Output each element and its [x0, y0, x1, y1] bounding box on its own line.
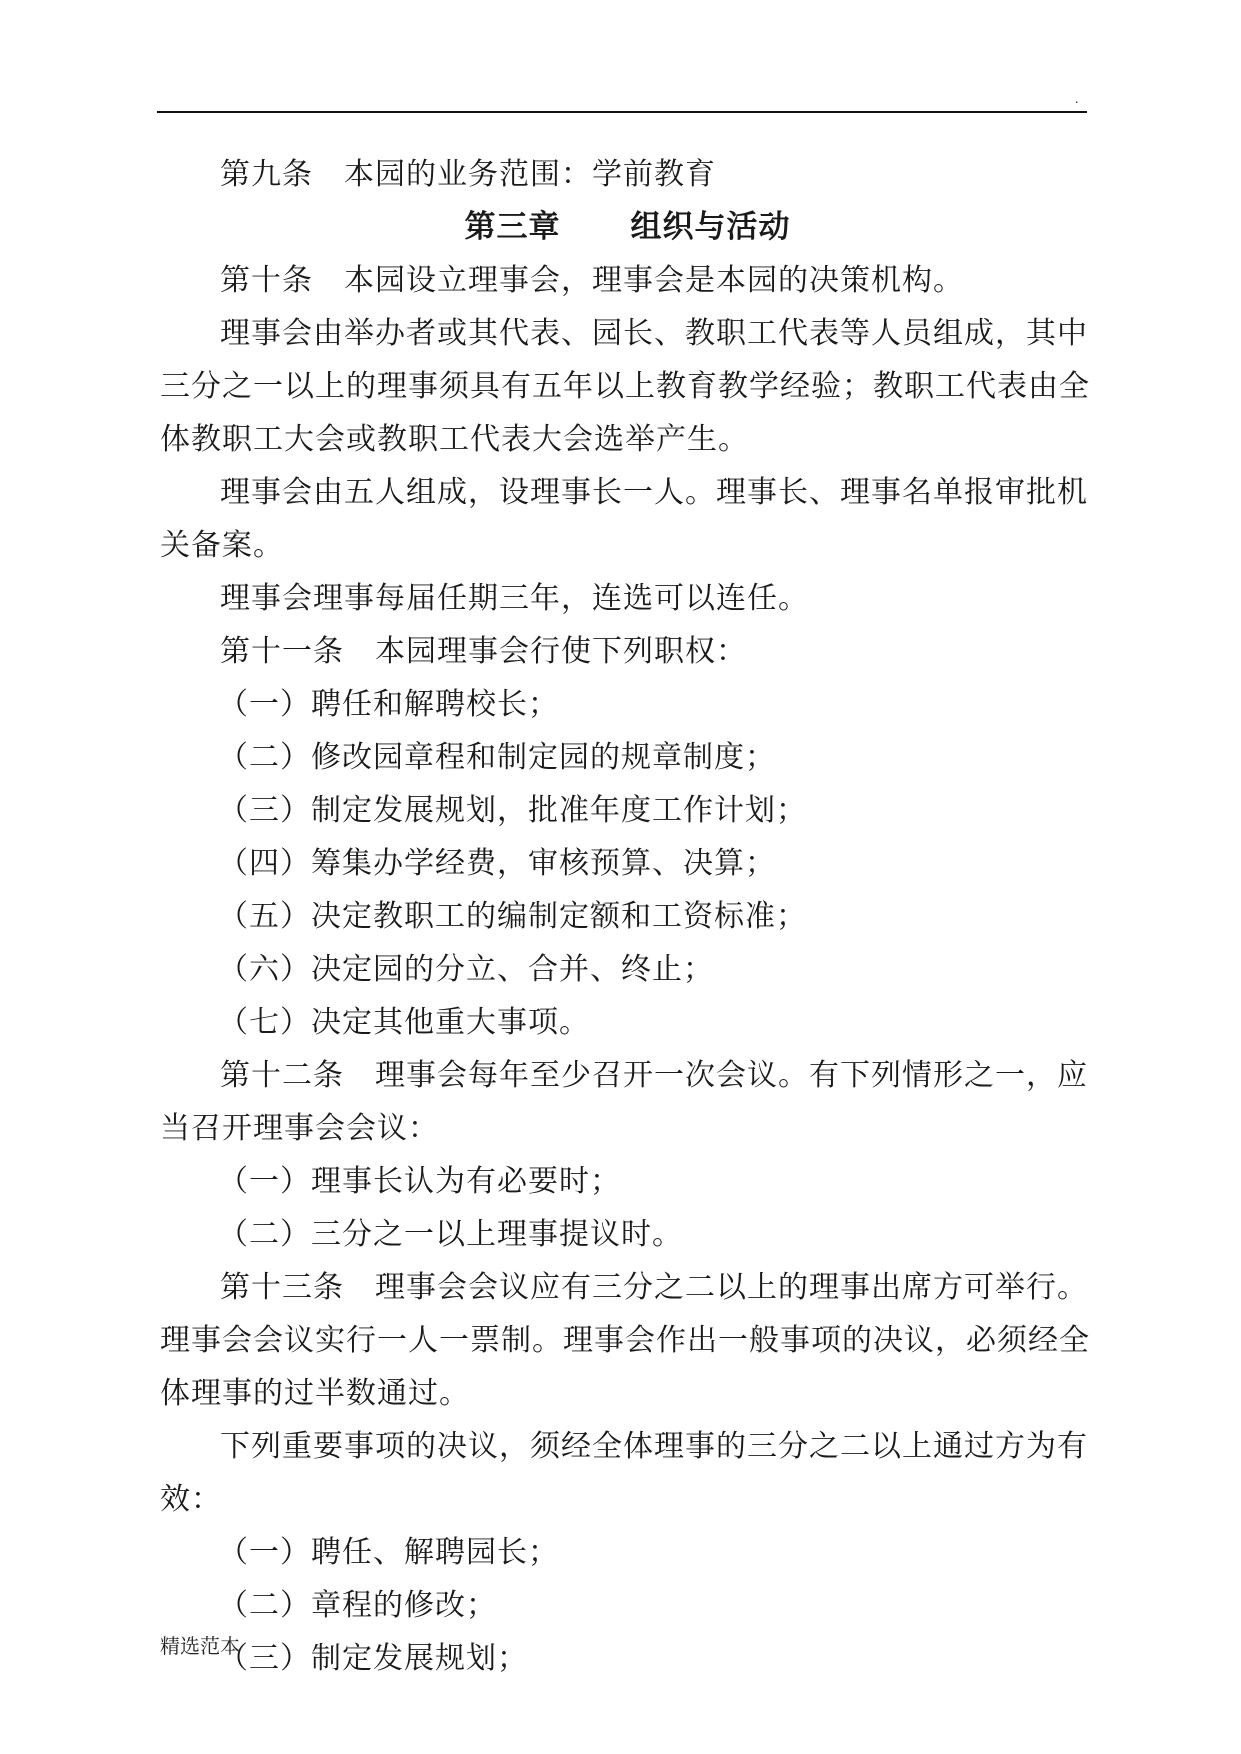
list-item: （七）决定其他重大事项。	[218, 1005, 590, 1040]
header-mark: .	[1075, 92, 1079, 107]
list-item: （一）聘任和解聘校长；	[218, 687, 559, 722]
list-item: （二）修改园章程和制定园的规章制度；	[218, 740, 776, 775]
list-item: （三）制定发展规划；	[218, 1641, 528, 1676]
list-item: （二）章程的修改；	[218, 1588, 497, 1623]
article-10: 第十条 本园设立理事会，理事会是本园的决策机构。	[220, 263, 964, 298]
footer-text: 精选范本	[160, 1634, 240, 1658]
paragraph-important-matters: 下列重要事项的决议，须经全体理事的三分之二以上通过方为有效：	[160, 1429, 1088, 1517]
article-12: 第十二条 理事会每年至少召开一次会议。有下列情形之一，应当召开理事会会议：	[160, 1058, 1088, 1146]
list-item: （二）三分之一以上理事提议时。	[218, 1217, 683, 1252]
document-body	[160, 148, 1095, 1685]
list-item: （四）筹集办学经费，审核预算、决算；	[218, 846, 776, 881]
article-13: 第十三条 理事会会议应有三分之二以上的理事出席方可举行。理事会会议实行一人一票制。理事会作出一般事项的决议，必须经全体理事的过半数通过。	[160, 1270, 1090, 1411]
chapter-number: 第三章	[464, 209, 561, 245]
list-item: （三）制定发展规划，批准年度工作计划；	[218, 793, 807, 828]
article-9: 第九条 本园的业务范围：学前教育	[220, 157, 716, 192]
list-item: （一）理事长认为有必要时；	[218, 1164, 621, 1199]
chapter-heading	[160, 201, 1095, 254]
paragraph-board-members: 理事会由五人组成，设理事长一人。理事长、理事名单报审批机关备案。	[160, 475, 1088, 563]
paragraph-board-term: 理事会理事每届任期三年，连选可以连任。	[220, 581, 809, 616]
chapter-title: 组织与活动	[630, 209, 791, 245]
article-11: 第十一条 本园理事会行使下列职权：	[220, 634, 747, 669]
list-item: （五）决定教职工的编制定额和工资标准；	[218, 899, 807, 934]
paragraph-board-composition: 理事会由举办者或其代表、园长、教职工代表等人员组成，其中三分之一以上的理事须具有五年以上教育教学经验；教职工代表由全体教职工大会或教职工代表大会选举产生。	[160, 316, 1090, 457]
header-rule	[157, 111, 1087, 113]
list-item: （一）聘任、解聘园长；	[218, 1535, 559, 1570]
list-item: （六）决定园的分立、合并、终止；	[218, 952, 714, 987]
